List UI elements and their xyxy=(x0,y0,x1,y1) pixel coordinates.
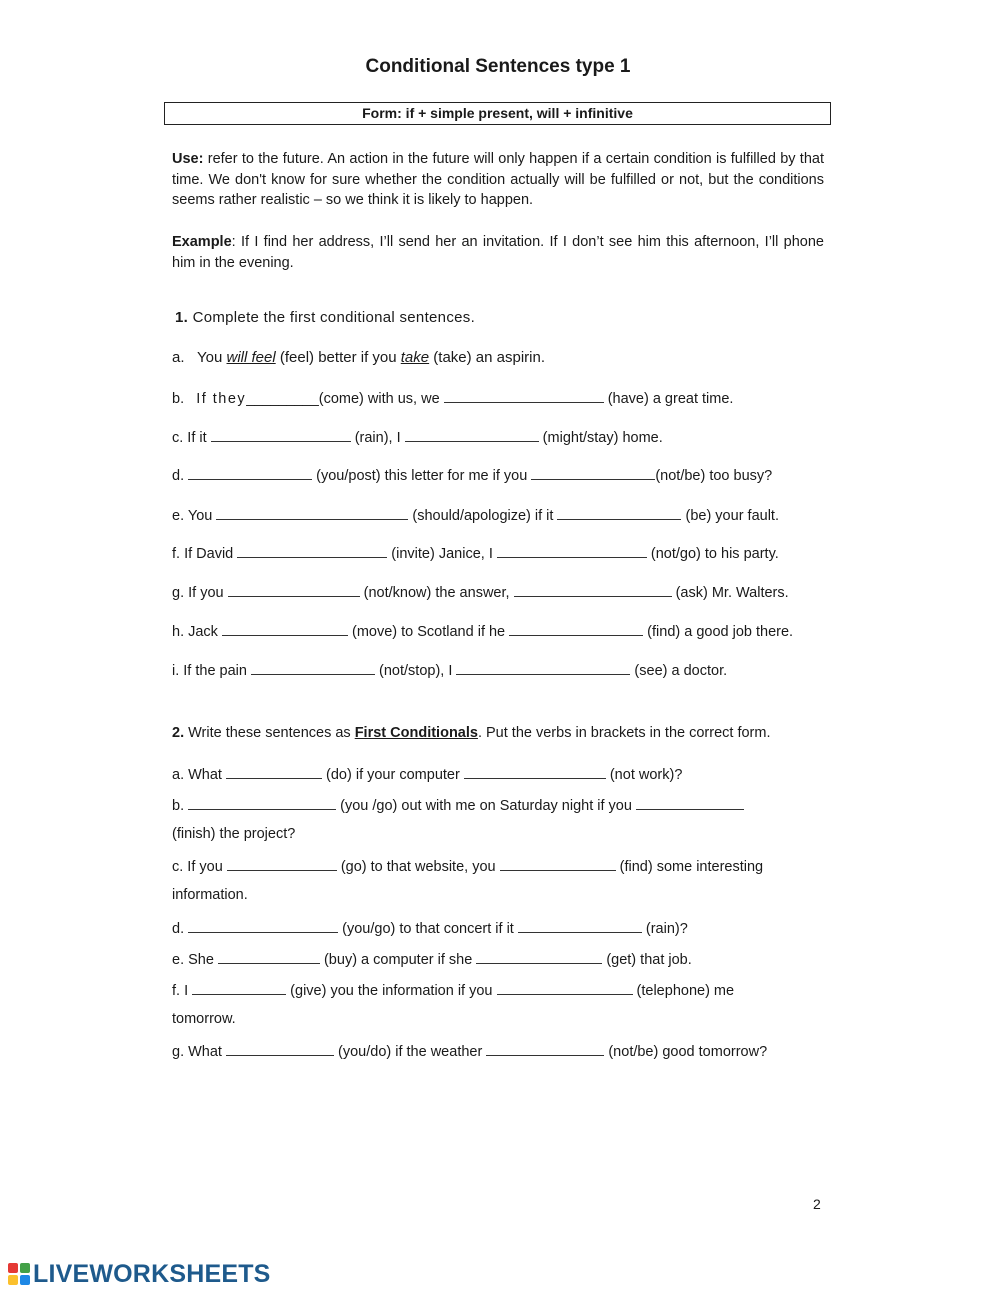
answer-blank[interactable] xyxy=(251,660,375,675)
answer-blank[interactable] xyxy=(500,856,616,871)
answer-blank[interactable] xyxy=(444,388,604,403)
answer-blank[interactable] xyxy=(216,505,408,520)
ex1-item-h: h. Jack (move) to Scotland if he (find) a good job there. xyxy=(172,621,793,640)
ex2-item-f: f. I (give) you the information if you (telephone) me xyxy=(172,980,734,999)
ex2-item-e: e. She (buy) a computer if she (get) that job. xyxy=(172,949,692,968)
answer-blank[interactable] xyxy=(228,582,360,597)
answer-blank[interactable] xyxy=(636,795,744,810)
ex1-item-d: d. (you/post) this letter for me if you (not/be) too busy? xyxy=(172,465,772,484)
page-number: 2 xyxy=(813,1196,821,1212)
ex1-item-e: e. You (should/apologize) if it (be) your fault. xyxy=(172,505,779,524)
answer-blank[interactable]: _________ xyxy=(246,391,319,407)
logo-text: LIVEWORKSHEETS xyxy=(33,1259,271,1288)
ex1-item-g: g. If you (not/know) the answer, (ask) Mr. Walters. xyxy=(172,582,789,601)
exercise-1-instruction: 1. Complete the first conditional sentences. xyxy=(175,309,476,326)
ex2-item-f-continued: tomorrow. xyxy=(172,1011,236,1027)
ex1-item-a: a. You will feel (feel) better if you take (take) an aspirin. xyxy=(172,349,546,366)
ex2-item-b: b. (you /go) out with me on Saturday night if you xyxy=(172,795,744,814)
logo-squares-icon xyxy=(8,1263,30,1285)
answer-blank[interactable] xyxy=(509,621,643,636)
answer-blank[interactable] xyxy=(497,980,633,995)
answer-blank[interactable] xyxy=(486,1041,604,1056)
answer-blank[interactable] xyxy=(497,543,647,558)
answer-blank[interactable] xyxy=(192,980,286,995)
answer-blank[interactable] xyxy=(464,764,606,779)
answer-blank[interactable] xyxy=(188,918,338,933)
first-conditionals-emphasis: First Conditionals xyxy=(354,725,478,741)
answer-will-feel: will feel xyxy=(226,349,276,366)
answer-blank[interactable] xyxy=(476,949,602,964)
example-text: : If I find her address, I’ll send her an invitation. If I don’t see him this afternoon, I’ll phone him in the evening. xyxy=(172,234,824,271)
use-label: Use: xyxy=(172,151,204,167)
liveworksheets-logo[interactable] xyxy=(8,1260,271,1288)
answer-blank[interactable] xyxy=(531,465,655,480)
ex2-item-b-continued: (finish) the project? xyxy=(172,826,296,842)
answer-blank[interactable] xyxy=(518,918,642,933)
ex2-item-a: a. What (do) if your computer (not work)? xyxy=(172,764,682,783)
answer-blank[interactable] xyxy=(405,427,539,442)
use-text: refer to the future. An action in the future will only happen if a certain condition is fulfilled by that time. We don't know for sure whether the condition actually will be fulfilled or not, but the conditions seems rather realistic – so we think it is likely to happen. xyxy=(172,151,824,208)
answer-blank[interactable] xyxy=(222,621,348,636)
ex1-item-b: b. If they_________(come) with us, we (have) a great time. xyxy=(172,388,733,407)
exercise-2-instruction: 2. Write these sentences as First Conditionals. Put the verbs in brackets in the correct form. xyxy=(172,725,771,741)
ex2-item-c-continued: information. xyxy=(172,887,248,903)
answer-blank[interactable] xyxy=(237,543,387,558)
answer-blank[interactable] xyxy=(218,949,320,964)
example-paragraph xyxy=(172,232,824,273)
form-box: Form: if + simple present, will + infinitive xyxy=(164,102,831,125)
answer-blank[interactable] xyxy=(557,505,681,520)
ex1-item-c: c. If it (rain), I (might/stay) home. xyxy=(172,427,663,446)
example-label: Example xyxy=(172,234,232,250)
answer-blank[interactable] xyxy=(188,795,336,810)
answer-blank[interactable] xyxy=(188,465,312,480)
answer-blank[interactable] xyxy=(514,582,672,597)
use-paragraph xyxy=(172,149,824,211)
ex2-item-c: c. If you (go) to that website, you (find) some interesting xyxy=(172,856,763,875)
ex2-item-d: d. (you/go) to that concert if it (rain)? xyxy=(172,918,688,937)
answer-blank[interactable] xyxy=(211,427,351,442)
ex1-item-i: i. If the pain (not/stop), I (see) a doctor. xyxy=(172,660,727,679)
ex2-item-g: g. What (you/do) if the weather (not/be) good tomorrow? xyxy=(172,1041,767,1060)
answer-take: take xyxy=(400,349,430,366)
answer-blank[interactable] xyxy=(226,764,322,779)
answer-blank[interactable] xyxy=(227,856,337,871)
page-title: Conditional Sentences type 1 xyxy=(365,56,631,77)
answer-blank[interactable] xyxy=(226,1041,334,1056)
answer-blank[interactable] xyxy=(456,660,630,675)
ex1-item-f: f. If David (invite) Janice, I (not/go) to his party. xyxy=(172,543,779,562)
